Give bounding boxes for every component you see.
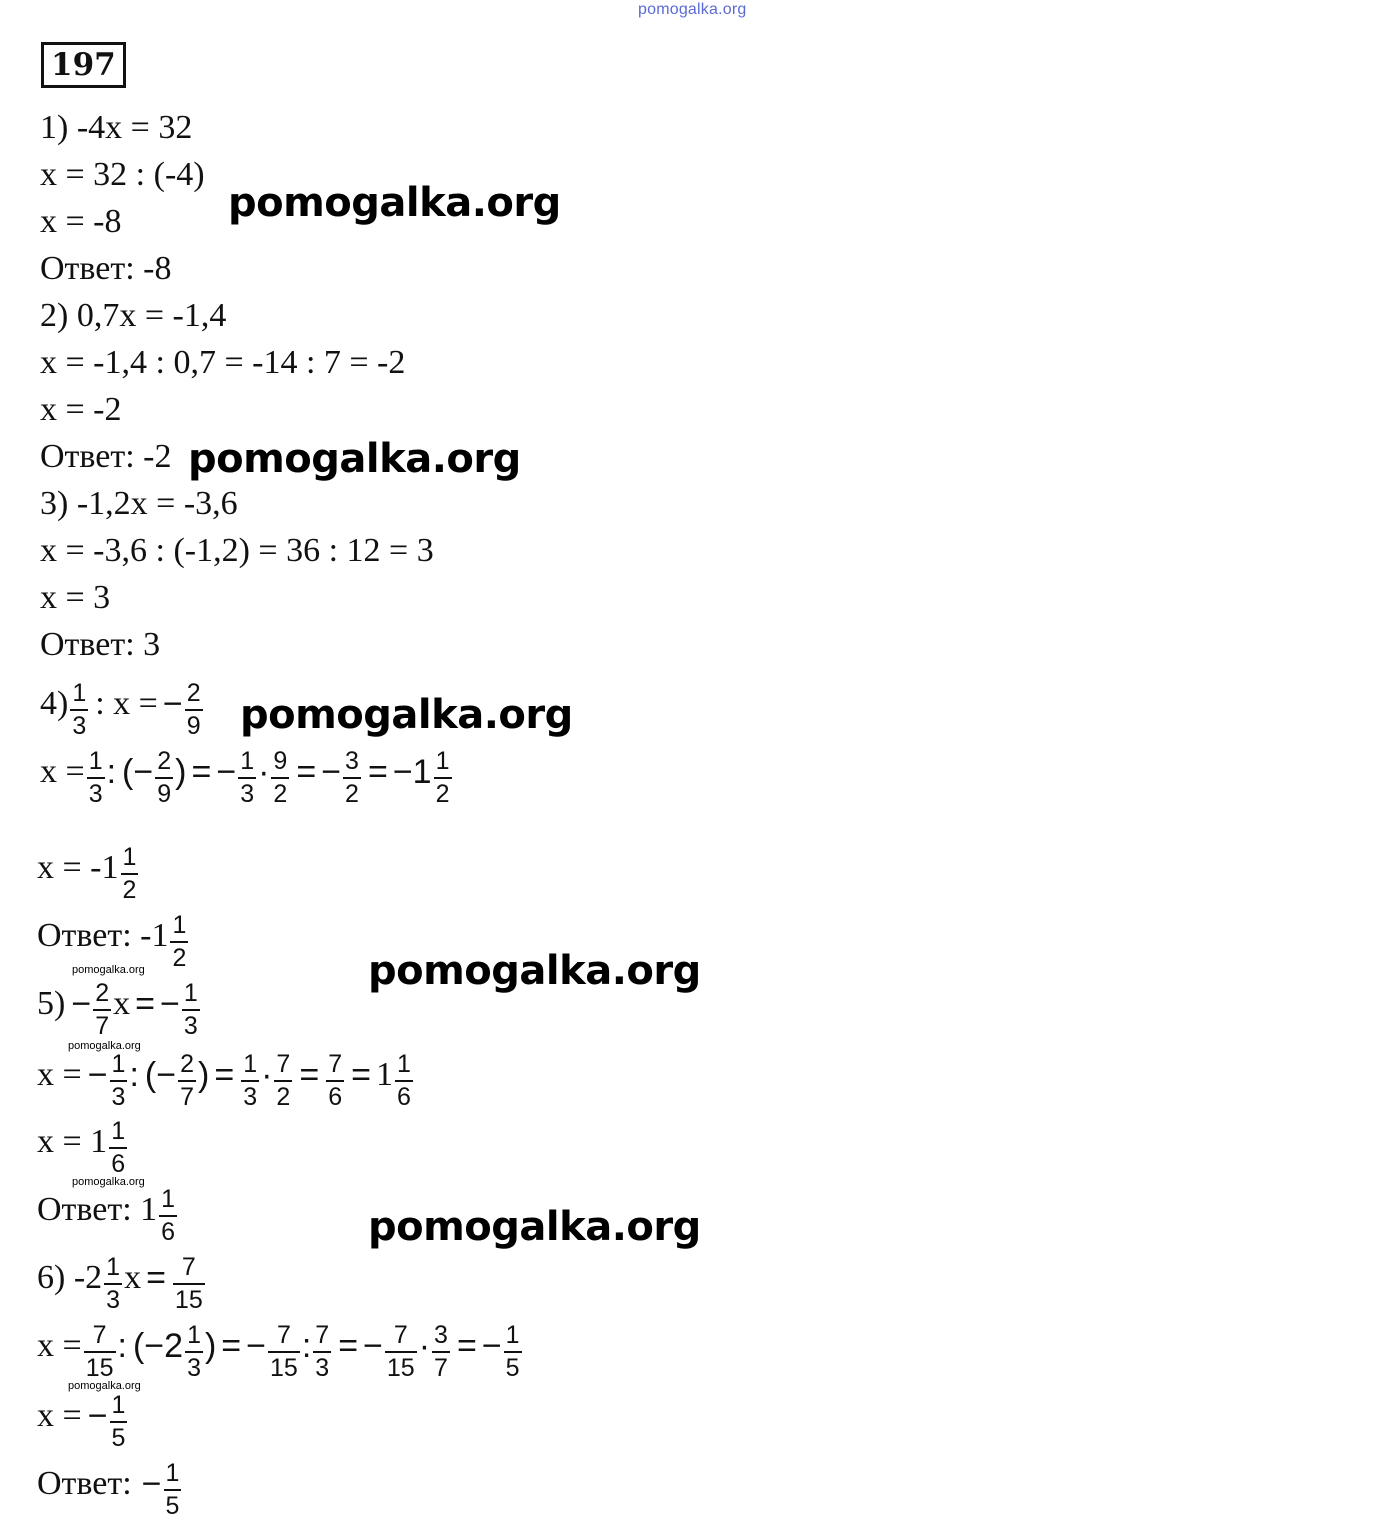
- fraction: $\frac{2}{7}$: [180, 1050, 194, 1111]
- problem-2-step: x = -1,4 : 0,7 = -14 : 7 = -2: [40, 344, 406, 381]
- watermark: pomogalka.org: [368, 1204, 701, 1250]
- problem-1-result: x = -8: [40, 203, 122, 240]
- fraction: $\frac{7}{2}$: [276, 1050, 291, 1111]
- problem-2-answer: Ответ: -2: [40, 438, 172, 475]
- watermark: pomogalka.org: [240, 692, 573, 738]
- fraction: $\frac{1}{3}$: [106, 1253, 121, 1314]
- fraction: $\frac{7}{6}$: [328, 1050, 343, 1111]
- fraction: $\frac{2}{7}$: [95, 979, 110, 1040]
- problem-1-answer: Ответ: -8: [40, 250, 172, 287]
- fraction: $\frac{1}{5}$: [165, 1459, 180, 1520]
- fraction: $\frac{1}{3}$: [183, 979, 198, 1040]
- fraction: $\frac{9}{2}$: [273, 747, 288, 808]
- fraction: $\frac{2}{9}$: [157, 747, 172, 808]
- fraction: $\frac{1}{2}$: [435, 747, 450, 808]
- fraction: $\frac{3}{2}$: [345, 747, 359, 808]
- fraction: $\frac{2}{9}$: [186, 679, 201, 740]
- problem-4-equation: 4) $\frac{1}{3}$ : x = − $\frac{2}{9}$: [40, 679, 201, 740]
- problem-5-equation: 5) − $\frac{2}{7}$ x = − $\frac{1}{3}$: [37, 979, 198, 1040]
- problem-4-step: x = $\frac{1}{3}$ : ( − $\frac{2}{9}$ ) = − $\frac{1}{3}$ · $\frac{9}{2}$ = − $\frac{3}{2}$ = − 1 $\frac{1}{2}$: [40, 747, 450, 808]
- problem-3-step: x = -3,6 : (-1,2) = 36 : 12 = 3: [40, 532, 434, 569]
- fraction: $\frac{1}{3}$: [187, 1321, 201, 1382]
- small-watermark: pomogalka.org: [68, 1380, 141, 1392]
- fraction: $\frac{7}{15}$: [386, 1321, 415, 1382]
- problem-1-step: x = 32 : (-4): [40, 156, 205, 193]
- fraction: $\frac{1}{3}$: [72, 679, 87, 740]
- exercise-number: 197: [41, 42, 126, 88]
- problem-5-step: x = − $\frac{1}{3}$ : ( − $\frac{2}{7}$ ) = $\frac{1}{3}$ · $\frac{7}{2}$ = $\frac{7}{6}$ = 1 $\frac{1}{6}$: [37, 1050, 411, 1111]
- small-watermark: pomogalka.org: [68, 1040, 141, 1052]
- problem-6-equation: 6) -2 $\frac{1}{3}$ x = $\frac{7}{15}$: [37, 1253, 203, 1314]
- fraction: $\frac{7}{15}$: [270, 1321, 298, 1382]
- fraction: $\frac{7}{15}$: [174, 1253, 203, 1314]
- fraction: $\frac{1}{6}$: [161, 1185, 176, 1246]
- problem-3-result: x = 3: [40, 579, 111, 616]
- fraction: $\frac{1}{2}$: [172, 911, 187, 972]
- problem-4-answer: Ответ: -1 $\frac{1}{2}$: [37, 911, 187, 972]
- problem-6-result: x = − $\frac{1}{5}$: [37, 1391, 126, 1452]
- small-watermark: pomogalka.org: [72, 1176, 145, 1188]
- fraction: $\frac{1}{5}$: [111, 1391, 126, 1452]
- fraction: $\frac{1}{3}$: [111, 1050, 126, 1111]
- problem-6-answer: Ответ: − $\frac{1}{5}$: [37, 1459, 180, 1520]
- fraction: $\frac{7}{15}$: [85, 1321, 114, 1382]
- problem-5-answer: Ответ: 1 $\frac{1}{6}$: [37, 1185, 176, 1246]
- problem-6-step: x = $\frac{7}{15}$ : ( − 2 $\frac{1}{3}$ ) = − $\frac{7}{15}$ : $\frac{7}{3}$ = − $\frac{7}{15}$ · $\frac{3}{7}$ = − $\frac{1}{5}$: [37, 1321, 520, 1382]
- fraction: $\frac{1}{6}$: [396, 1050, 411, 1111]
- problem-4-result: x = -1 $\frac{1}{2}$: [37, 843, 137, 904]
- problem-5-result: x = 1 $\frac{1}{6}$: [37, 1117, 126, 1178]
- problem-3-answer: Ответ: 3: [40, 626, 161, 663]
- small-watermark: pomogalka.org: [72, 964, 145, 976]
- problem-2-result: x = -2: [40, 391, 122, 428]
- problem-3-equation: 3) -1,2x = -3,6: [40, 485, 238, 522]
- problem-label: 4): [40, 685, 69, 722]
- fraction: $\frac{1}{2}$: [122, 843, 137, 904]
- fraction: $\frac{1}{3}$: [240, 747, 255, 808]
- fraction: $\frac{1}{3}$: [243, 1050, 258, 1111]
- fraction: $\frac{7}{3}$: [315, 1321, 330, 1382]
- watermark: pomogalka.org: [368, 948, 701, 994]
- fraction: $\frac{3}{7}$: [434, 1321, 448, 1382]
- watermark: pomogalka.org: [228, 180, 561, 226]
- fraction: $\frac{1}{6}$: [111, 1117, 126, 1178]
- problem-2-equation: 2) 0,7x = -1,4: [40, 297, 227, 334]
- top-watermark: pomogalka.org: [638, 1, 747, 18]
- fraction: $\frac{1}{3}$: [88, 747, 103, 808]
- watermark: pomogalka.org: [188, 436, 521, 482]
- problem-1-equation: 1) -4x = 32: [40, 109, 193, 146]
- fraction: $\frac{1}{5}$: [505, 1321, 520, 1382]
